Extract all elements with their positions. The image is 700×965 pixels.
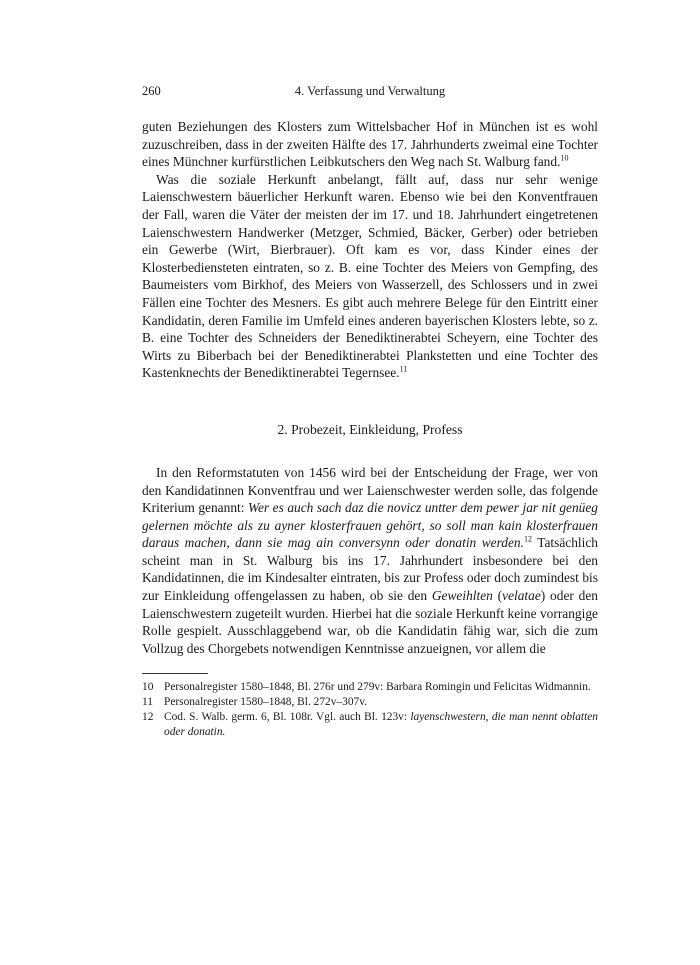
- statute-quote: Wer es auch sach daz die novicz untter dem pewer jar nit genüeg gelernen möchte als zu ayner klosterfrauen gehört, so soll man kain klosterfrauen daraus machen, dann sie mag ain conversynn oder donatin werden.: [142, 500, 598, 551]
- footnote-text: Personalregister 1580–1848, Bl. 276r und 279v: Barbara Romingin und Felicitas Widmannin.: [164, 681, 591, 694]
- paragraph-3-text-2: Tatsächlich scheint man in St. Walburg bis ins 17. Jahrhundert insbesondere bei den Kandidatinnen, die im Kindesalter eintraten, bis zur Profess oder doch zumindest bis zur Einkleidung offengelassen zu haben, ob sie den: [142, 535, 598, 604]
- paragraph-3-text-1: In den Reformstatuten von 1456 wird bei der Entscheidung der Frage, wer von den Kandidatinnen Konventfrau und wer Laienschwester werden solle, das folgende Kriterium genannt:: [142, 464, 598, 516]
- paragraph-2-text: Was die soziale Herkunft anbelangt, fällt auf, dass nur sehr wenige Laienschwestern bäuerlicher Herkunft waren. Ebenso wie bei den Konventfrauen der Fall, waren die Väter der meisten der im 17. und 18. Jahrhundert eingetretenen Laienschwestern Handwerker (Metzger, Schmied, Bäcker, Gerber) oder betrieben ein Gewerbe (Wirt, Bierbrauer). Oft kam es vor, dass Kinder eines der Klosterbediensteten eintraten, so z. B. eine Tochter des Meiers von Gempfing, des Baumeisters vom Birkhof, des Meiers von Wasserzell, des Schlossers und in zwei Fällen eine Tochter des Mesners. Es gibt auch mehrere Belege für den Eintritt einer Kandidatin, deren Familie im Umfeld eines anderen bayerischen Klosters lebte, so z. B. eine Tochter des Schneiders der Benediktinerabtei Scheyern, eine Tochter des Wirts zu Biberbach bei der Benediktinerabtei Plankstetten und eine Tochter des Kastenknechts der Benediktinerabtei Tegernsee.: [142, 171, 598, 381]
- footnote-text-italic: layenschwestern, die man nennt oblatten oder donatin.: [164, 711, 598, 739]
- page-header: [142, 82, 598, 102]
- page-number: 260: [142, 84, 161, 98]
- paragraph-3: [142, 464, 598, 658]
- footnote-rule: [142, 673, 208, 674]
- footnote-ref-10[interactable]: 10: [560, 153, 569, 163]
- footnote-11: [142, 695, 598, 710]
- footnote-ref-11[interactable]: 11: [399, 364, 408, 374]
- footnote-10: [142, 680, 598, 695]
- paragraph-2: [142, 171, 598, 382]
- paren-open: (: [492, 588, 503, 604]
- footnote-number: 10: [142, 681, 154, 694]
- page: [142, 82, 598, 740]
- footnote-ref-12[interactable]: 12: [523, 534, 532, 544]
- footnote-12: [142, 710, 598, 740]
- paragraph-3-text-3: ) oder den Laienschwestern zugeteilt wurden. Hierbei hat die soziale Herkunft keine vorrangige Rolle gespielt. Ausschlaggebend war, ob die Kandidatin fähig war, sich die zum Vollzug des Chorgebets notwendigen Kenntnisse anzueignen, vor allem die: [142, 588, 598, 656]
- term-geweihlten: Geweihlten: [431, 588, 493, 604]
- paragraph-1: [142, 118, 598, 171]
- footnote-text: [164, 710, 598, 740]
- footnote-number: 11: [142, 696, 153, 709]
- running-head: 4. Verfassung und Verwaltung: [294, 84, 446, 98]
- footnote-text: Personalregister 1580–1848, Bl. 272v–307v.: [164, 696, 368, 709]
- footnote-text-plain: Cod. S. Walb. germ. 6, Bl. 108r. Vgl. auch Bl. 123v:: [164, 711, 411, 724]
- section-heading: 2. Probezeit, Einkleidung, Profess: [277, 421, 463, 437]
- footnote-number: 12: [142, 711, 154, 724]
- term-velatae: velatae: [502, 588, 541, 604]
- paragraph-1-text: guten Beziehungen des Klosters zum Wittelsbacher Hof in München ist es wohl zuzuschreiben, dass in der zweiten Hälfte des 17. Jahrhunderts zweimal eine Tochter eines Münchner kurfürstlichen Leibkutschers den Weg nach St. Walburg fand.: [142, 119, 598, 170]
